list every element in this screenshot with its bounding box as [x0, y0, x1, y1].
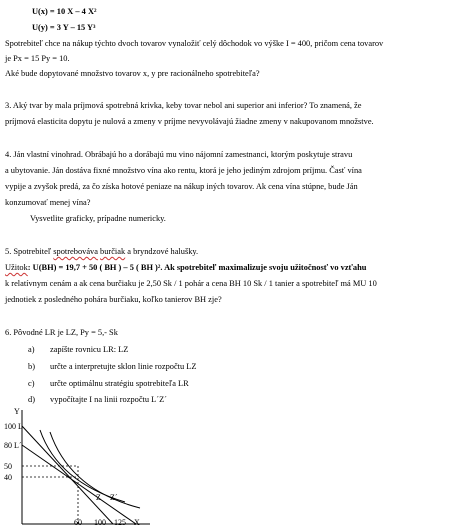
- task6-item-b: b) určte a interpretujte sklon linie rozpočtu LZ: [28, 362, 197, 371]
- x-tick-60: 60: [74, 518, 82, 527]
- label-z-prime: Z´: [110, 493, 118, 502]
- task5-question: jednotiek z posledného pohára burčiaku, koľko tanierov BH zje?: [5, 295, 222, 304]
- x-tick-125: 125: [114, 518, 126, 527]
- y-tick-100: 100 L: [4, 422, 23, 431]
- label-z: Z: [96, 493, 101, 502]
- task4-instruction: Vysvetlite graficky, prípadne numericky.: [30, 214, 166, 223]
- x-axis-label: X: [134, 518, 140, 527]
- task3-line1: 3. Aký tvar by mala príjmová spotrebná krivka, keby tovar nebol ani superior ani inferior? To znamená, že: [5, 101, 362, 110]
- task4-line1: 4. Ján vlastní vinohrad. Obrábajú ho a dorábajú mu vino nájomní zamestnanci, ktorým poskytuje stravu: [5, 150, 353, 159]
- task6-heading: 6. Pôvodné LR je LZ, Py = 5,- Sk: [5, 328, 118, 337]
- task6-item-a: a) zapíšte rovnicu LR: LZ: [28, 345, 129, 354]
- y-tick-40: 40: [4, 473, 12, 482]
- task1-text-line1: Spotrebiteľ chce na nákup týchto dvoch tovarov vynaložiť celý dôchodok vo výške I = 400, pričom cena tovarov: [5, 39, 384, 48]
- task4-line3: vypije a zvyšok predá, za čo získa hotové peniaze na nákup iných tovarov. Ak cena vína stúpne, bude Ján: [5, 182, 358, 191]
- x-tick-100: 100: [94, 518, 106, 527]
- task5-word-spotrebovava: spotrebováva: [53, 247, 98, 256]
- task4-line4: konzumovať menej vína?: [5, 198, 91, 207]
- task5-word-burciak: burčiak: [100, 247, 126, 256]
- task1-text-line2: je Px = 15 Py = 10.: [5, 54, 70, 63]
- y-tick-50: 50: [4, 462, 12, 471]
- budget-line-lz-prime: [22, 445, 136, 524]
- task5-line1-a: 5. Spotrebiteľ: [5, 247, 54, 256]
- task1-question: Aké bude dopytované množstvo tovarov x, y pre racionálneho spotrebiteľa?: [5, 69, 260, 78]
- task5-line1-e: a bryndzové halušky.: [125, 247, 199, 256]
- budget-line-lz: [22, 426, 113, 524]
- task5-line3: k relatívnym cenám a ak cena burčiaku je 2,50 Sk / 1 pohár a cena BH 10 Sk / 1 tanier a spotrebiteľ má MU 10: [5, 279, 377, 288]
- task4-line2: a ubytovanie. Ján dostáva fixné množstvo vína ako rentu, ktorá je jeho jediným zdrojom príjmu. Časť vína: [5, 166, 362, 175]
- utility-x: U(x) = 10 X – 4 X²: [32, 7, 97, 16]
- budget-line-graph: [0, 400, 160, 530]
- task3-line2: príjmová elasticita dopytu je nulová a zmeny v príjme nevyvolávajú žiadne zmeny v nakupovanom množstve.: [5, 117, 374, 126]
- utility-y: U(y) = 3 Y – 15 Y³: [32, 23, 96, 32]
- y-tick-80: 80 L´: [4, 441, 22, 450]
- task6-item-d: d) vypočítajte I na linii rozpočtu L´Z´: [28, 395, 167, 404]
- task5-line1: [5, 246, 198, 257]
- task5-line2: [5, 262, 366, 273]
- task5-word-uzitok: Užitok: [5, 263, 28, 272]
- task6-item-c: c) určte optimálnu stratégiu spotrebiteľa LR: [28, 379, 189, 388]
- y-axis-label: Y: [14, 407, 20, 416]
- task5-utility-formula: : U(BH) = 19,7 + 50 ( BH ) – 5 ( BH )². Ak spotrebiteľ maximalizuje svoju užitočnosť vo vzťahu: [27, 263, 367, 272]
